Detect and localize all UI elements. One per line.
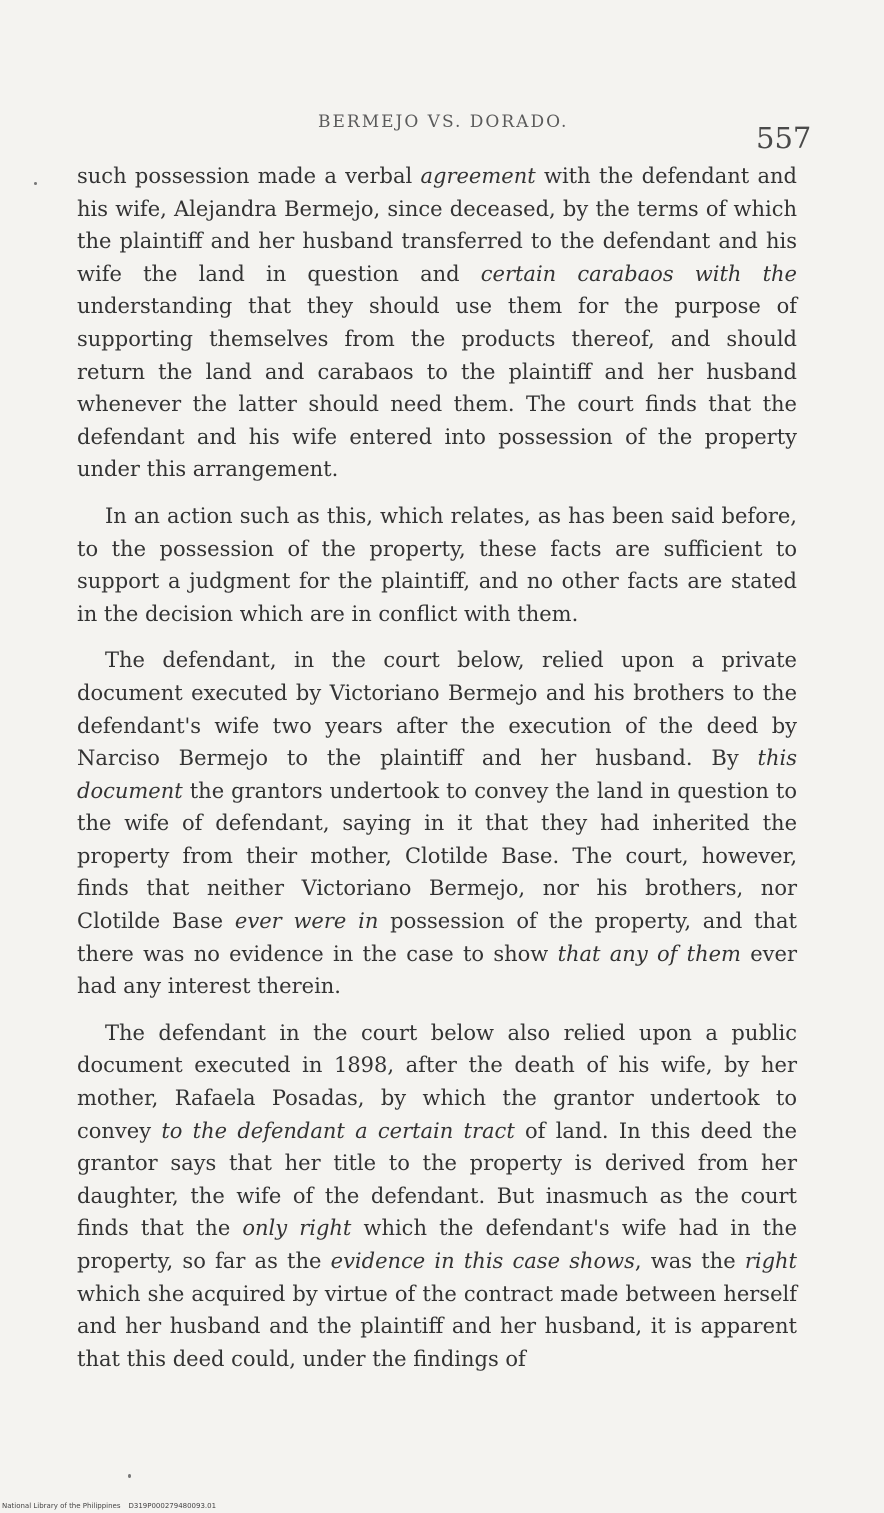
text-run: ever had any interest therein.	[77, 941, 798, 999]
running-head: BERMEJO VS. DORADO.	[318, 112, 569, 132]
text-run: The defendant in the court below also relied upon a public document executed in 1898, after the death of his wife, by her mother, Rafaela Posadas, by which the grantor undertook to convey	[77, 1020, 797, 1143]
italic-run: certain carabaos with the	[480, 261, 797, 286]
italic-run: that any of them	[557, 941, 741, 966]
text-run: In an action such as this, which relates, as has been said before, to the possession of the property, these facts are sufficient to support a judgment for the plaintiff, and no other facts are stated in the decision which are in conflict with them.	[77, 503, 797, 626]
scan-speck	[34, 182, 37, 185]
text-run: , was the	[634, 1249, 745, 1273]
scan-footer	[2, 1502, 216, 1510]
paragraph-1	[77, 160, 797, 486]
italic-run: only right	[242, 1216, 352, 1241]
scan-speck	[128, 1474, 131, 1478]
text-run: understanding that they should use them for the purpose of supporting themselves from the products thereof, and should return the land and carabaos to the plaintiff and her husband whenever the latter should need them. The court finds that the defendant and his wife entered into possession of the property under this arrangement.	[77, 294, 797, 482]
paragraph-3	[77, 644, 797, 1003]
body-text	[77, 160, 797, 1389]
footer-code: D319P000279480093.01	[128, 1502, 217, 1510]
text-run: possession of the property, and that there was no evidence in the case to show	[77, 909, 797, 966]
italic-run: ever were in	[234, 909, 379, 934]
italic-run: to the defendant a certain tract	[161, 1118, 515, 1143]
text-run: which she acquired by virtue of the contract made between herself and her husband and the plaintiff and her husband, it is apparent that this deed could, under the findings of	[77, 1281, 797, 1371]
page-number: 557	[756, 121, 812, 155]
paragraph-4	[77, 1017, 797, 1376]
paragraph-2	[77, 500, 797, 630]
text-run: of land. In this deed the grantor says that her title to the property is derived from her daughter, the wife of the defendant. But inasmuch as the court finds that the	[77, 1118, 797, 1241]
text-run: the grantors undertook to convey the land in question to the wife of defendant, saying in it that they had inherited the property from their mother, Clotilde Base. The court, however, finds that neither Victoriano Bermejo, nor his brothers, nor Clotilde Base	[77, 778, 797, 934]
text-run: which the defendant's wife had in the property, so far as the	[77, 1216, 798, 1273]
italic-run: right	[744, 1249, 797, 1273]
footer-library: National Library of the Philippines	[2, 1502, 121, 1510]
text-run: such possession made a verbal	[77, 164, 421, 188]
italic-run: this document	[77, 746, 797, 803]
text-run: with the defendant and his wife, Alejandra Bermejo, since deceased, by the terms of which the plaintiff and her husband transferred to the defendant and his wife the land in question and	[77, 164, 797, 286]
italic-run: evidence in this case shows	[330, 1249, 635, 1273]
italic-run: agreement	[420, 164, 536, 188]
text-run: The defendant, in the court below, relied upon a private document executed by Victoriano Bermejo and his brothers to the defendant's wife two years after the execution of the deed by Narciso Bermejo to the plaintiff and her husband. By	[77, 648, 797, 771]
